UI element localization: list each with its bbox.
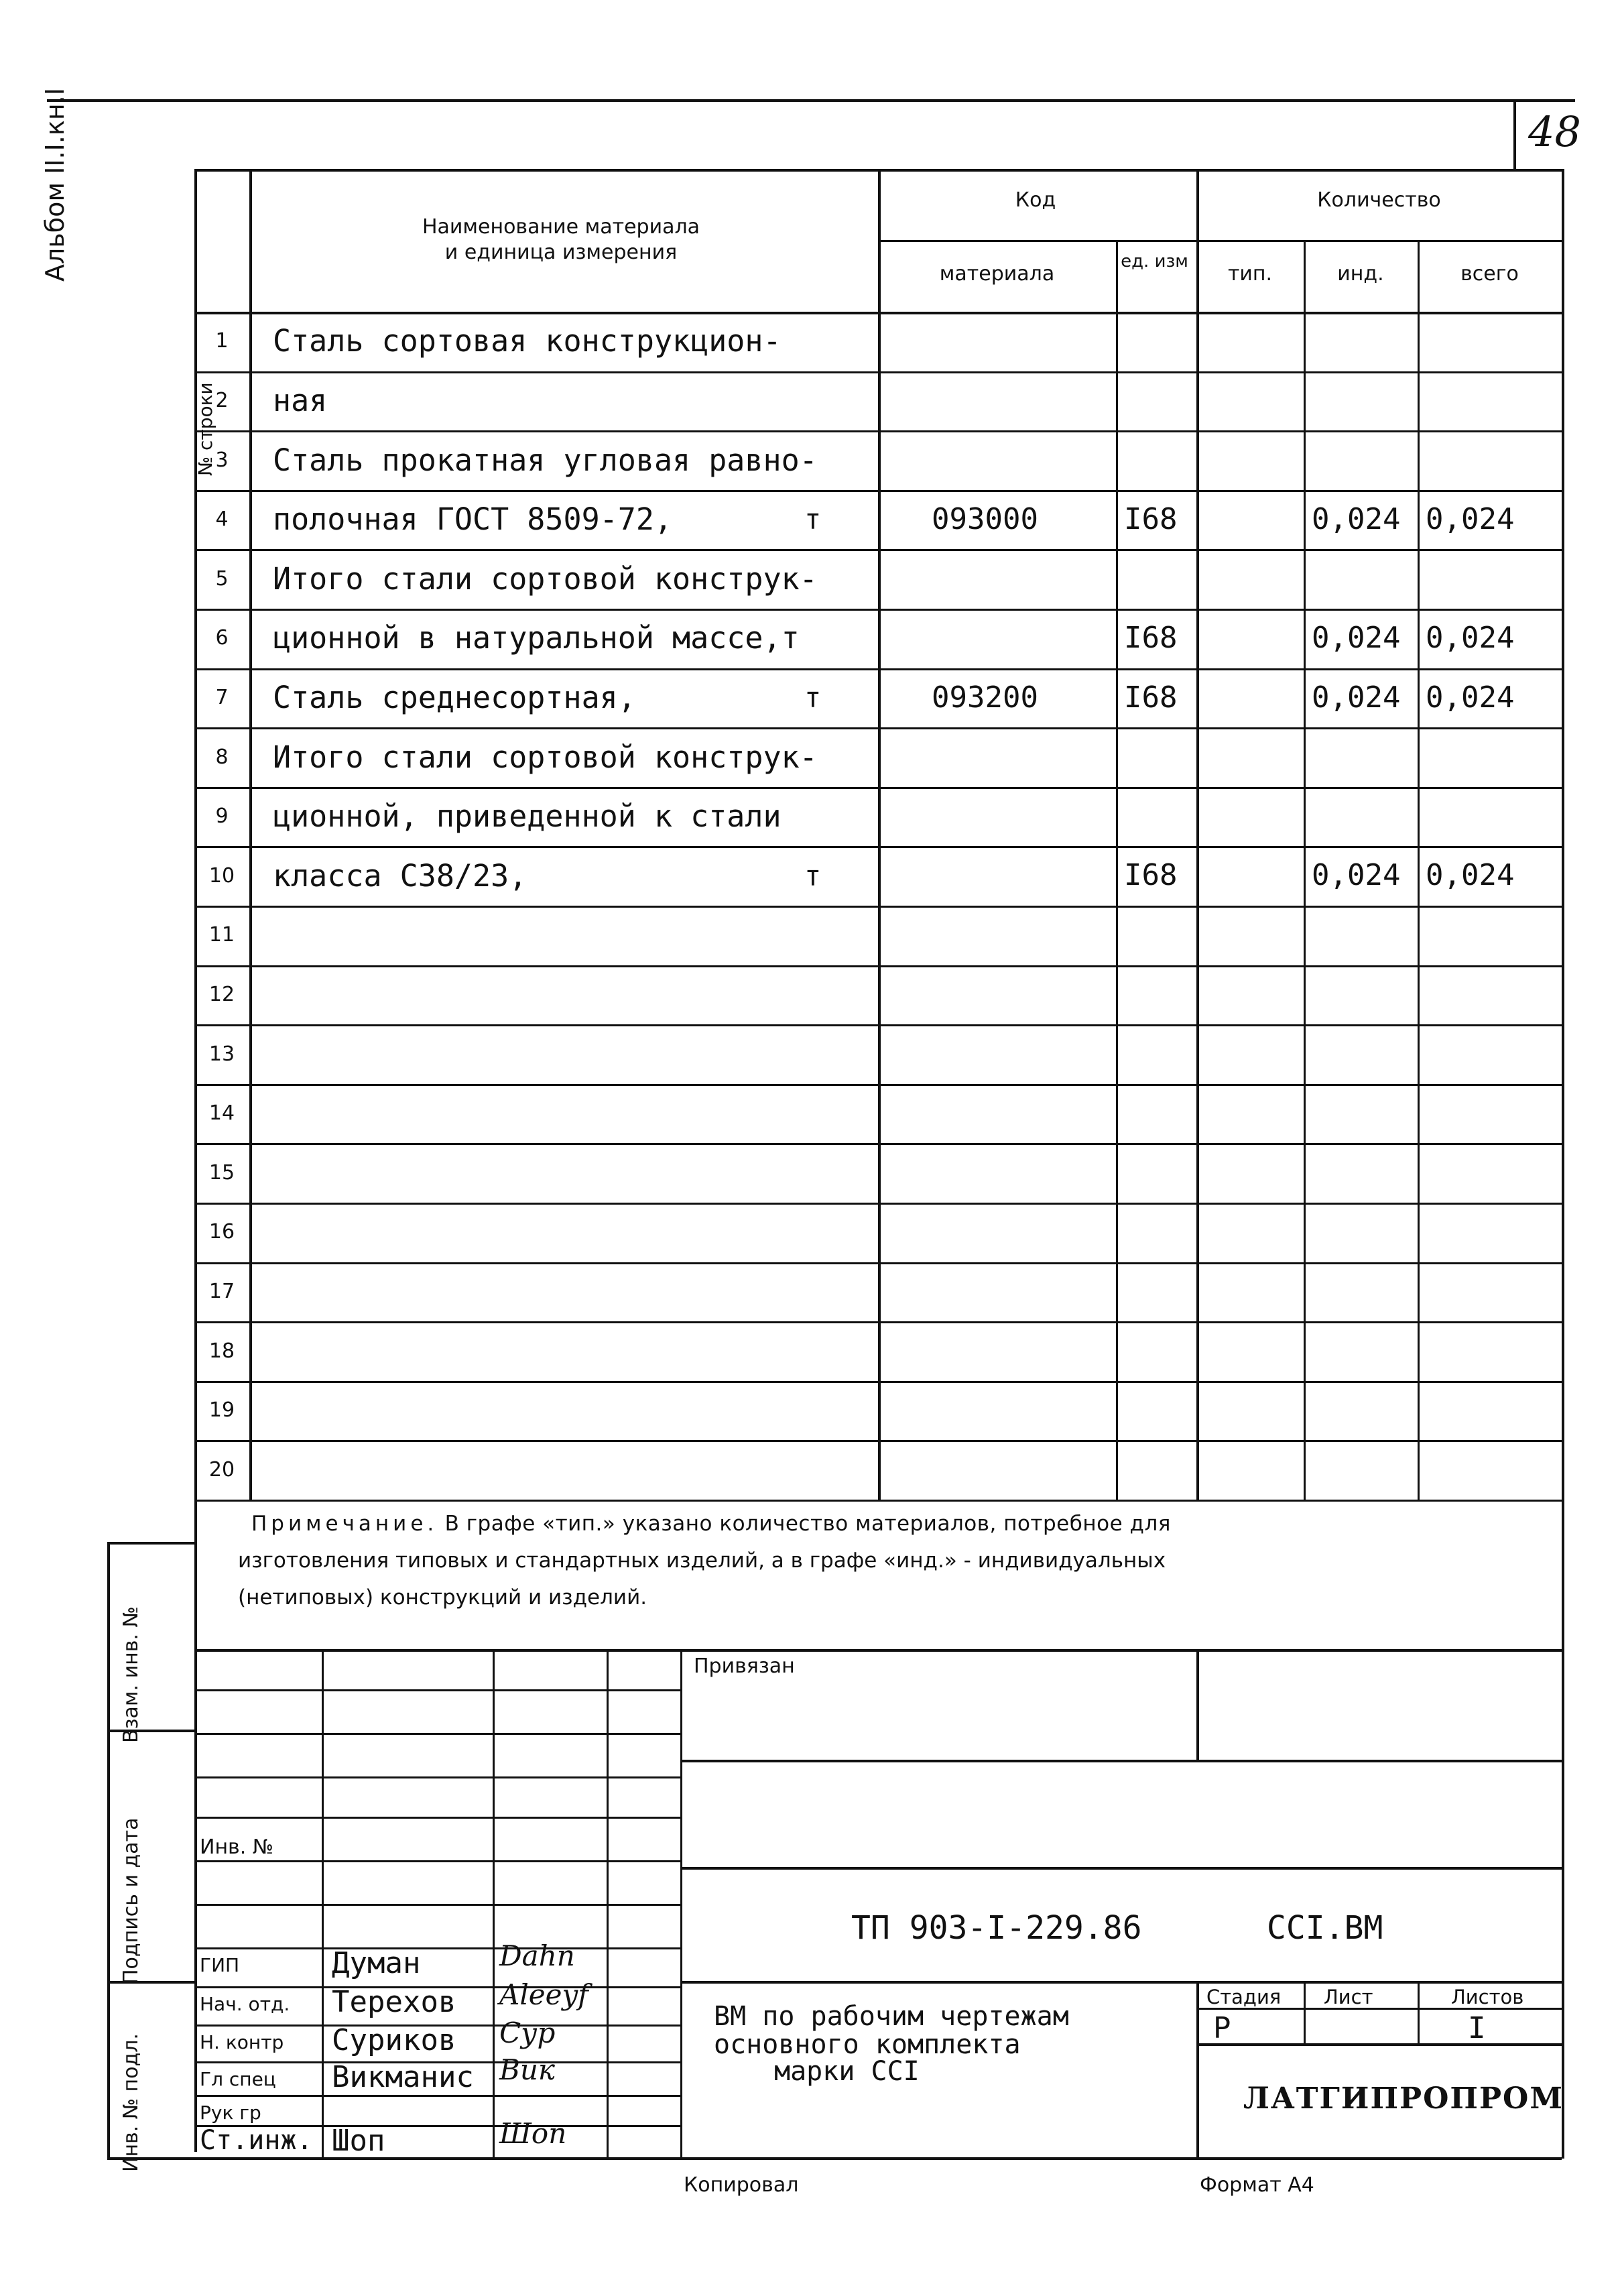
- signature: Сур: [499, 2016, 556, 2049]
- note-text-line2: изготовления типовых и стандартных изделий, а в графе «инд.» - индивидуальных: [238, 1549, 1166, 1573]
- top-border: [47, 99, 1575, 102]
- inv-no-label: Инв. №: [200, 1835, 274, 1859]
- side-label-inv-podl: Инв. № подл.: [119, 2033, 143, 2172]
- row-number: 2: [215, 388, 229, 412]
- material-name: Сталь сортовая конструкцион-: [273, 323, 782, 359]
- note-line1: [251, 1512, 1171, 1536]
- description-line2: основного комплекта: [714, 2029, 1021, 2060]
- unit-code: I68: [1124, 501, 1178, 536]
- tb-col-1: [493, 1649, 495, 2157]
- unit-code: I68: [1124, 680, 1178, 715]
- qty-ind: 0,024: [1312, 620, 1401, 655]
- material-code: 093000: [932, 501, 1038, 536]
- material-name: Итого стали сортовой конструк-: [273, 560, 818, 597]
- header-mid-line: [878, 240, 1562, 242]
- tb-row-1: [194, 1733, 680, 1735]
- qty-total: 0,024: [1426, 858, 1515, 893]
- signature: Шоп: [499, 2117, 567, 2150]
- material-name: ная: [273, 382, 328, 418]
- row-number: 16: [208, 1220, 235, 1244]
- sheet-label: Лист: [1324, 1986, 1373, 2008]
- stage-value: Р: [1213, 2011, 1231, 2045]
- signature: Aleeyf: [499, 1978, 588, 2011]
- qty-total-header: всего: [1460, 262, 1519, 286]
- tb-row-4: [194, 1860, 680, 1862]
- stage-col1: [1304, 1981, 1306, 2043]
- tb-row-2: [194, 1776, 680, 1778]
- signatory-role: Гл спец: [200, 2068, 276, 2090]
- material-name: Сталь среднесортная,: [273, 679, 636, 715]
- format-label: Формат А4: [1200, 2173, 1314, 2197]
- signatory-role: Рук гр: [200, 2102, 261, 2124]
- tb-row-0: [194, 1689, 680, 1691]
- row-number: 18: [208, 1339, 235, 1363]
- tb-col-0: [322, 1649, 324, 2157]
- qty-total: 0,024: [1426, 620, 1515, 655]
- tb-bottom-line: [194, 2157, 1562, 2160]
- signatory-role: ГИП: [200, 1954, 240, 1976]
- row-number: 12: [208, 982, 235, 1006]
- note-text-line1: В графе «тип.» указано количество материалов, потребное для: [444, 1512, 1171, 1536]
- unit-suffix: т: [804, 680, 822, 714]
- row-number: 19: [208, 1398, 235, 1423]
- document-mark: ССI.ВМ: [1267, 1909, 1383, 1947]
- col-name-line: [878, 169, 881, 1500]
- col-ind-line: [1418, 240, 1420, 1500]
- page-number: 48: [1528, 107, 1581, 156]
- row-number: 7: [215, 685, 229, 709]
- col-code-line: [1116, 240, 1118, 1500]
- qty-ind: 0,024: [1312, 858, 1401, 893]
- row-number: 17: [208, 1279, 235, 1303]
- signatory-name: Думан: [332, 1946, 421, 1980]
- code-top-line: [680, 1867, 1562, 1870]
- tb-left-inner-line: [194, 1500, 197, 2152]
- material-name-header-line2: и единица измерения: [444, 241, 678, 264]
- qty-ind: 0,024: [1312, 501, 1401, 536]
- qty-ind: 0,024: [1312, 680, 1401, 715]
- unit-suffix: т: [804, 502, 822, 536]
- row-number: 14: [208, 1101, 235, 1126]
- note-title: Примечание.: [251, 1512, 438, 1536]
- material-name-header-line1: Наименование материала: [422, 215, 700, 239]
- sheets-label: Листов: [1451, 1986, 1524, 2008]
- stage-label: Стадия: [1206, 1986, 1282, 2008]
- tb-row-10: [194, 2095, 680, 2097]
- row-number: 15: [208, 1160, 235, 1185]
- signatory-name: Терехов: [332, 1985, 456, 2019]
- privyazan-divider: [1196, 1649, 1199, 1760]
- row-number: 10: [208, 863, 235, 888]
- signatory-name: Суриков: [332, 2023, 456, 2057]
- tb-row-5: [194, 1904, 680, 1906]
- album-label: Альбом II.I.кн.I: [40, 88, 70, 282]
- row-number: 20: [208, 1457, 235, 1482]
- row-number-header: № строки: [194, 382, 216, 476]
- col-num-line: [249, 169, 252, 1500]
- material-name: ционной, приведенной к стали: [273, 798, 782, 835]
- page-number-box-border: [1513, 99, 1516, 170]
- note-text-line3: (нетиповых) конструкций и изделий.: [238, 1585, 647, 1610]
- code-bottom-line: [680, 1981, 1562, 1984]
- row-number: 13: [208, 1042, 235, 1066]
- material-code: 093200: [932, 680, 1038, 715]
- table-right-line: [1562, 169, 1564, 1649]
- material-name: Итого стали сортовой конструк-: [273, 739, 818, 775]
- side-strip-left-line: [107, 1542, 110, 2159]
- description-line3: марки ССI: [774, 2056, 920, 2087]
- signatory-role: Н. контр: [200, 2031, 284, 2053]
- tb-row-3: [194, 1817, 680, 1819]
- copied-label: Копировал: [684, 2173, 799, 2197]
- unit-code: I68: [1124, 620, 1178, 655]
- code-unit-header: ед. изм: [1121, 251, 1188, 271]
- row-number: 6: [215, 626, 229, 650]
- row-number: 9: [215, 804, 229, 829]
- tb-row-6: [194, 1947, 680, 1949]
- quantity-header: Количество: [1317, 188, 1441, 212]
- code-material-header: материала: [939, 262, 1055, 286]
- stage-col2: [1418, 1981, 1420, 2043]
- stage-bottom-line: [1196, 2043, 1562, 2046]
- col-typ-line: [1304, 240, 1306, 1500]
- tb-col-2: [607, 1649, 609, 2157]
- signatory-role: Ст.инж.: [200, 2125, 313, 2156]
- signatory-name: Викманис: [332, 2060, 474, 2094]
- material-name: ционной в натуральной массе,т: [273, 620, 800, 656]
- privyazan-bottom: [680, 1760, 1562, 1762]
- tb-col-3: [680, 1649, 682, 2157]
- signature: Dahn: [499, 1939, 575, 1972]
- material-name: полочная ГОСТ 8509-72,: [273, 501, 673, 538]
- description-line1: ВМ по рабочим чертежам: [714, 2001, 1069, 2032]
- signatory-role: Нач. отд.: [200, 1993, 290, 2015]
- unit-code: I68: [1124, 858, 1178, 893]
- row-number: 11: [208, 923, 235, 947]
- col-unit-line: [1196, 169, 1199, 1500]
- row-line: [194, 1500, 1562, 1502]
- signature: Вик: [499, 2053, 555, 2086]
- row-number: 5: [215, 566, 229, 591]
- material-name: класса С38/23,: [273, 857, 527, 894]
- row-number: 8: [215, 745, 229, 769]
- row-number: 4: [215, 507, 229, 532]
- organization: ЛАТГИПРОПРОМ: [1243, 2081, 1564, 2116]
- privyazan-label: Привязан: [694, 1654, 795, 1678]
- qty-ind-header: инд.: [1337, 262, 1384, 286]
- code-header: Код: [1015, 188, 1056, 212]
- document-code: ТП 903-I-229.86: [851, 1909, 1142, 1947]
- side-label-podpis: Подпись и дата: [119, 1817, 143, 1984]
- note-bottom-line: [194, 1649, 1562, 1652]
- signatory-name: Шоп: [332, 2124, 385, 2158]
- unit-suffix: т: [804, 859, 822, 892]
- row-number: 3: [215, 448, 229, 472]
- sheets-value: I: [1468, 2011, 1486, 2045]
- row-number: 1: [215, 329, 229, 353]
- side-label-vzam: Взам. инв. №: [119, 1606, 143, 1743]
- qty-total: 0,024: [1426, 501, 1515, 536]
- material-name: Сталь прокатная угловая равно-: [273, 442, 818, 478]
- qty-typ-header: тип.: [1227, 262, 1273, 286]
- qty-total: 0,024: [1426, 680, 1515, 715]
